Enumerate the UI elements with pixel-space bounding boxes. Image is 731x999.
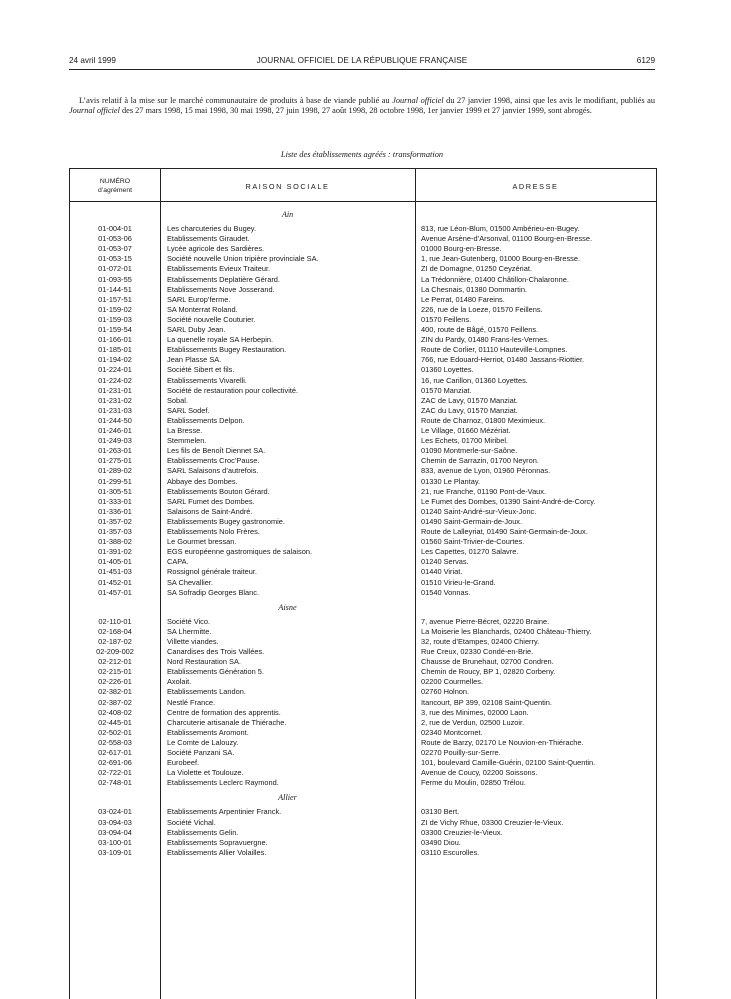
table-row <box>70 748 656 758</box>
company-name: Société Vichal. <box>167 817 216 827</box>
header-number-sub: d’agrément <box>97 186 132 194</box>
company-name: Centre de formation des apprentis. <box>167 707 281 717</box>
journal-ref-2: Journal officiel <box>69 106 120 116</box>
address: 01540 Vonnas. <box>421 587 471 597</box>
table-row <box>70 807 656 817</box>
table-row <box>70 355 656 365</box>
table-row <box>70 497 656 507</box>
approval-number: 01-457-01 <box>98 587 132 597</box>
table-row <box>70 386 656 396</box>
approval-number: 02-722-01 <box>98 768 132 778</box>
company-name: Etablissements Vivarelli. <box>167 375 247 385</box>
company-name: Les fils de Benoît Diennet SA. <box>167 446 266 456</box>
table-row <box>70 657 656 667</box>
address: Le Village, 01660 Mézériat. <box>421 426 511 435</box>
company-name: SA Lhermitte. <box>167 626 212 636</box>
approval-number: 01-275-01 <box>98 456 132 466</box>
address: Avenue Arsène-d’Arsonval, 01100 Bourg-en-Bresse. <box>421 234 593 244</box>
company-name: Société Sibert et fils. <box>167 365 235 375</box>
address: Les Echets, 01700 Miribel. <box>421 436 509 446</box>
approval-number: 01-144-51 <box>98 284 132 294</box>
approval-number: 02-502-01 <box>98 727 132 737</box>
table-row <box>70 718 656 728</box>
table-row <box>70 436 656 446</box>
address: La Chesnais, 01380 Dommartin. <box>421 284 527 294</box>
table-row <box>70 527 656 537</box>
company-name: La Bresse. <box>167 426 203 435</box>
table-row <box>70 456 656 466</box>
address: 32, route d’Etampes, 02400 Chierry. <box>421 636 540 646</box>
company-name: SARL Duby Jean. <box>167 325 226 334</box>
company-name: La quenelle royale SA Herbepin. <box>167 335 274 345</box>
address: 226, rue de la Loeze, 01570 Feillens. <box>421 304 543 314</box>
approval-number: 01-405-01 <box>98 557 132 567</box>
approval-number: 01-231-03 <box>98 405 132 415</box>
approval-number: 01-451-03 <box>98 567 132 577</box>
address: 3, rue des Minimes, 02000 Laon. <box>421 707 529 717</box>
address: 02340 Montcornet. <box>421 727 483 737</box>
approval-number: 02-187-02 <box>98 636 132 646</box>
company-name: Etablissements Arpentinier Franck. <box>167 807 282 817</box>
table-row <box>70 376 656 386</box>
table-row <box>70 426 656 436</box>
approval-number: 03-024-01 <box>98 807 132 817</box>
approval-number: 02-226-01 <box>98 677 132 687</box>
table-row <box>70 588 656 598</box>
header-rule <box>69 69 655 70</box>
company-name: Charcuterie artisanale de Thiérache. <box>167 717 287 727</box>
company-name: SARL Salaisons d’autrefois. <box>167 466 259 476</box>
company-name: Etablissements Croc’Pause. <box>167 456 260 466</box>
approval-number: 01-194-02 <box>98 355 132 365</box>
address: Chemin de Sarrazin, 01700 Neyron. <box>421 456 539 466</box>
company-name: SA Monterrat Roland. <box>167 304 238 314</box>
table-row <box>70 708 656 718</box>
company-name: Les charcuteries du Bugey. <box>167 224 257 233</box>
approval-number: 01-159-03 <box>98 314 132 324</box>
company-name: Canardises des Trois Vallées. <box>167 647 265 656</box>
address: 01560 Saint-Trivier-de-Courtes. <box>421 537 525 547</box>
company-name: Etablissements Allier Volailles. <box>167 847 267 857</box>
table-row <box>70 406 656 416</box>
address: 01090 Montmerle-sur-Saône. <box>421 446 518 456</box>
company-name: Etablissements Bugey Restauration. <box>167 345 287 355</box>
table-row <box>70 507 656 517</box>
table-row <box>70 396 656 406</box>
approval-number: 01-333-01 <box>98 496 132 506</box>
approval-number: 03-094-03 <box>98 817 132 827</box>
address: ZI de Vichy Rhue, 03300 Creuzier-le-Vieux. <box>421 817 564 827</box>
address: La Trédonnière, 01400 Châtillon-Chalaronne. <box>421 274 569 284</box>
page-header <box>69 56 655 68</box>
table-row <box>70 537 656 547</box>
approval-number: 01-166-01 <box>98 335 132 345</box>
company-name: Villette viandes. <box>167 636 219 646</box>
intro-text-3: des 27 mars 1998, 15 mai 1998, 30 mai 1998, 27 juin 1998, 27 août 1998, 28 octobre 1998, 1er janvier 1999 et 27 janvier 1999, sont abrogés. <box>119 106 592 116</box>
table-row <box>70 487 656 497</box>
approval-number: 03-109-01 <box>98 847 132 857</box>
table-row <box>70 637 656 647</box>
table-row <box>70 667 656 677</box>
company-name: Etablissements Gelin. <box>167 827 239 837</box>
company-name: Rossignol générale traiteur. <box>167 567 257 577</box>
company-name: Le Gourmet bressan. <box>167 537 237 547</box>
table-row <box>70 778 656 788</box>
table-row <box>70 768 656 778</box>
address: Route de Lalleyriat, 01490 Saint-Germain-de-Joux. <box>421 527 588 536</box>
company-name: Société nouvelle Union tripière provinciale SA. <box>167 254 319 264</box>
company-name: La Violette et Toulouze. <box>167 768 244 778</box>
company-name: SARL Sodef. <box>167 405 210 415</box>
address: Chemin de Roucy, BP 1, 02820 Corbeny. <box>421 667 556 677</box>
approval-number: 02-212-01 <box>98 657 132 667</box>
company-name: EGS européenne gastromiques de salaison. <box>167 547 313 557</box>
approval-number: 01-357-03 <box>98 527 132 536</box>
table-row <box>70 466 656 476</box>
approval-number: 01-263-01 <box>98 446 132 456</box>
table-row <box>70 728 656 738</box>
header-number-label: NUMÉRO <box>99 178 131 185</box>
approval-number: 01-159-02 <box>98 304 132 314</box>
address: 01360 Loyettes. <box>421 365 474 375</box>
company-name: Nord Restauration SA. <box>167 657 241 667</box>
address: 01490 Saint-Germain-de-Joux. <box>421 516 523 526</box>
company-name: Société Vico. <box>167 616 211 626</box>
address: 03300 Creuzier-le-Vieux. <box>421 827 503 837</box>
approval-number: 01-159-54 <box>98 325 132 334</box>
company-name: Etablissements Bugey gastronomie. <box>167 516 285 526</box>
intro-text-1: L’avis relatif à la mise sur le marché communautaire de produits à base de viande publié au <box>79 96 393 105</box>
address: 400, route de Bâgé, 01570 Feillens. <box>421 325 539 334</box>
company-name: Sobal. <box>167 395 188 405</box>
company-name: Etablissements Giraudet. <box>167 234 250 244</box>
table-row <box>70 234 656 244</box>
approval-number: 01-231-01 <box>98 385 132 395</box>
company-name: Société de restauration pour collectivité. <box>167 385 299 395</box>
address: 766, rue Edouard-Herriot, 01480 Jassans-Riottier. <box>421 355 585 365</box>
company-name: Abbaye des Dombes. <box>167 476 238 486</box>
address: 101, boulevard Camille-Guérin, 02100 Saint-Quentin. <box>421 758 596 768</box>
intro-text-2: du 27 janvier 1998, ainsi que les avis le modifiant, publiés au <box>443 96 655 105</box>
approval-number: 02-408-02 <box>98 707 132 717</box>
approval-number: 01-452-01 <box>98 577 132 587</box>
table-row <box>70 416 656 426</box>
company-name: Salaisons de Saint-André. <box>167 506 253 516</box>
address: Ferme du Moulin, 02850 Trélou. <box>421 778 526 788</box>
approval-number: 01-224-02 <box>98 375 132 385</box>
company-name: CAPA. <box>167 557 189 567</box>
approval-number: 01-246-01 <box>98 426 132 435</box>
approval-number: 01-053-07 <box>98 244 132 254</box>
list-title: Liste des établissements agréés : transformation <box>280 150 444 159</box>
table-row <box>70 617 656 627</box>
table-row <box>70 567 656 577</box>
address: Les Capettes, 01270 Salavre. <box>421 547 519 557</box>
company-name: SARL Europ’ferme. <box>167 294 231 304</box>
region-heading: Ain <box>281 210 294 219</box>
table-row <box>70 828 656 838</box>
approval-number: 02-209-002 <box>96 647 134 656</box>
address: 01240 Saint-André-sur-Vieux-Jonc. <box>421 506 537 516</box>
approval-number: 02-617-01 <box>98 748 132 757</box>
address: Route de Barzy, 02170 Le Nouvion-en-Thiérache. <box>421 737 584 747</box>
approval-number: 03-094-04 <box>98 827 132 837</box>
address: 01570 Manziat. <box>421 385 472 395</box>
approval-number: 02-691-06 <box>98 758 132 768</box>
approval-number: 02-110-01 <box>98 616 132 626</box>
table-row <box>70 335 656 345</box>
approval-number: 01-299-51 <box>98 476 132 486</box>
approval-number: 01-053-06 <box>98 234 132 244</box>
company-name: Etablissements Leclerc Raymond. <box>167 778 279 788</box>
address: ZAC de Lavy, 01570 Manziat. <box>421 395 518 405</box>
approval-number: 01-244-50 <box>98 415 132 425</box>
company-name: SA Chevallier. <box>167 577 214 587</box>
company-name: Lycée agricole des Sardières. <box>167 244 265 254</box>
table-row <box>70 848 656 858</box>
table-row <box>70 557 656 567</box>
address: 01330 Le Plantay. <box>421 476 481 486</box>
address: 833, avenue de Lyon, 01960 Péronnas. <box>421 466 551 476</box>
company-name: Eurobeef. <box>167 758 200 768</box>
approval-number: 01-157-51 <box>98 294 132 304</box>
address: Rue Creux, 02330 Condé-en-Brie. <box>421 647 534 656</box>
address: 813, rue Léon-Blum, 01500 Ambérieu-en-Bugey. <box>421 224 580 233</box>
address: Itancourt, BP 399, 02108 Saint-Quentin. <box>421 697 552 707</box>
journal-title: JOURNAL OFFICIEL DE LA RÉPUBLIQUE FRANÇAISE <box>256 56 468 65</box>
address: ZIN du Pardy, 01480 Frans-les-Vernes. <box>421 335 550 345</box>
address: Le Perrat, 01480 Fareins. <box>421 294 505 304</box>
region-heading: Allier <box>278 793 297 803</box>
company-name: Société Panzani SA. <box>167 748 235 757</box>
table-row <box>70 698 656 708</box>
approval-number: 01-391-02 <box>98 547 132 557</box>
issue-date: 24 avril 1999 <box>69 56 116 65</box>
journal-ref-1: Journal officiel <box>392 96 444 105</box>
table-row <box>70 818 656 828</box>
approval-number: 02-558-03 <box>98 737 132 747</box>
table-row <box>70 446 656 456</box>
address: Le Fumet des Dombes, 01390 Saint-André-de-Corcy. <box>421 496 596 506</box>
address: 01000 Bourg-en-Bresse. <box>421 244 502 254</box>
address: 01510 Virieu-le-Grand. <box>421 577 496 587</box>
address: 03130 Bert. <box>421 807 460 817</box>
table-row <box>70 244 656 254</box>
address: 01440 Viriat. <box>421 567 463 577</box>
table-row <box>70 365 656 375</box>
address: Chausse de Brunehaut, 02700 Condren. <box>421 657 554 667</box>
table-row <box>70 224 656 234</box>
address: 21, rue Franche, 01190 Pont-de-Vaux. <box>421 486 547 496</box>
address: 7, avenue Pierre-Bécret, 02220 Braine. <box>421 616 550 626</box>
header-address: ADRESSE <box>512 182 559 191</box>
table-row <box>70 687 656 697</box>
address: Route de Corlier, 01110 Hauteville-Lompnes. <box>421 345 568 355</box>
establishments-table <box>69 168 657 999</box>
table-row <box>70 677 656 687</box>
address: 1, rue Jean-Gutenberg, 01000 Bourg-en-Bresse. <box>421 254 580 264</box>
address: 01570 Feillens. <box>421 314 472 324</box>
approval-number: 03-100-01 <box>98 837 132 847</box>
table-row <box>70 738 656 748</box>
company-name: Etablissements Deplatière Gérard. <box>167 274 280 284</box>
approval-number: 01-289-02 <box>98 466 132 476</box>
address: 03110 Escurolles. <box>421 847 480 857</box>
company-name: Nestlé France. <box>167 697 216 707</box>
table-row <box>70 547 656 557</box>
company-name: Etablissements Génération 5. <box>167 667 264 677</box>
table-row <box>70 647 656 657</box>
approval-number: 01-388-02 <box>98 537 132 547</box>
address: 01240 Servas. <box>421 557 469 567</box>
company-name: Etablissements Evieux Traiteur. <box>167 264 271 274</box>
table-row <box>70 838 656 848</box>
table-row <box>70 305 656 315</box>
company-name: Société nouvelle Couturier. <box>167 314 256 324</box>
address: 02200 Courmelles. <box>421 677 484 687</box>
company-name: Jean Plasse SA. <box>167 355 222 365</box>
company-name: Etablissements Delpon. <box>167 415 245 425</box>
approval-number: 01-224-01 <box>98 365 132 375</box>
approval-number: 02-445-01 <box>98 717 132 727</box>
company-name: SARL Fumet des Dombes. <box>167 496 255 506</box>
approval-number: 01-357-02 <box>98 516 132 526</box>
approval-number: 01-231-02 <box>98 395 132 405</box>
address: La Moiserie les Blanchards, 02400 Château-Thierry. <box>421 626 592 636</box>
company-name: Stemmelen. <box>167 436 207 446</box>
address: 02760 Holnon. <box>421 687 470 697</box>
table-row <box>70 578 656 588</box>
page-number: 6129 <box>636 56 655 65</box>
table-row <box>70 517 656 527</box>
address: 2, rue de Verdun, 02500 Luzoir. <box>421 717 525 727</box>
table-row <box>70 285 656 295</box>
approval-number: 01-004-01 <box>98 224 132 233</box>
address: Route de Charnoz, 01800 Meximieux. <box>421 415 546 425</box>
header-name: RAISON SOCIALE <box>245 182 330 191</box>
company-name: Etablissements Landon. <box>167 687 246 697</box>
address: Avenue de Coucy, 02200 Soissons. <box>421 768 538 778</box>
company-name: Le Comte de Lalouzy. <box>167 737 239 747</box>
address: ZAC du Lavy, 01570 Manziat. <box>421 405 518 415</box>
address: 02270 Pouilly-sur-Serre. <box>421 748 501 757</box>
address: ZI de Domagne, 01250 Ceyzériat. <box>421 264 532 274</box>
approval-number: 02-382-01 <box>98 687 132 697</box>
address: 03490 Diou. <box>421 837 461 847</box>
table-row <box>70 345 656 355</box>
table-row <box>70 264 656 274</box>
company-name: SA Sofradip Georges Blanc. <box>167 587 260 597</box>
company-name: Axolait. <box>167 677 192 687</box>
company-name: Etablissements Nolo Frères. <box>167 527 260 536</box>
table-row <box>70 627 656 637</box>
table-row <box>70 254 656 264</box>
intro-paragraph <box>69 96 655 117</box>
table-row <box>70 477 656 487</box>
region-heading: Aisne <box>278 602 297 612</box>
company-name: Etablissements Nove Josserand. <box>167 284 275 294</box>
header-number <box>70 178 160 195</box>
company-name: Etablissements Sopravuergne. <box>167 837 268 847</box>
table-row <box>70 295 656 305</box>
table-row <box>70 325 656 335</box>
approval-number: 02-387-02 <box>98 697 132 707</box>
table-row <box>70 275 656 285</box>
approval-number: 01-053-15 <box>98 254 132 264</box>
approval-number: 02-748-01 <box>98 778 132 788</box>
approval-number: 01-093-55 <box>98 274 132 284</box>
approval-number: 02-168-04 <box>98 626 132 636</box>
approval-number: 01-249-03 <box>98 436 132 446</box>
approval-number: 01-305-51 <box>98 486 132 496</box>
table-header <box>70 169 656 202</box>
approval-number: 01-185-01 <box>98 345 132 355</box>
approval-number: 02-215-01 <box>98 667 132 677</box>
company-name: Etablissements Bouton Gérard. <box>167 486 270 496</box>
table-row <box>70 315 656 325</box>
table-row <box>70 758 656 768</box>
company-name: Etablissements Aromont. <box>167 727 249 737</box>
approval-number: 01-336-01 <box>98 506 132 516</box>
approval-number: 01-072-01 <box>98 264 132 274</box>
address: 16, rue Carillon, 01360 Loyettes. <box>421 375 528 385</box>
